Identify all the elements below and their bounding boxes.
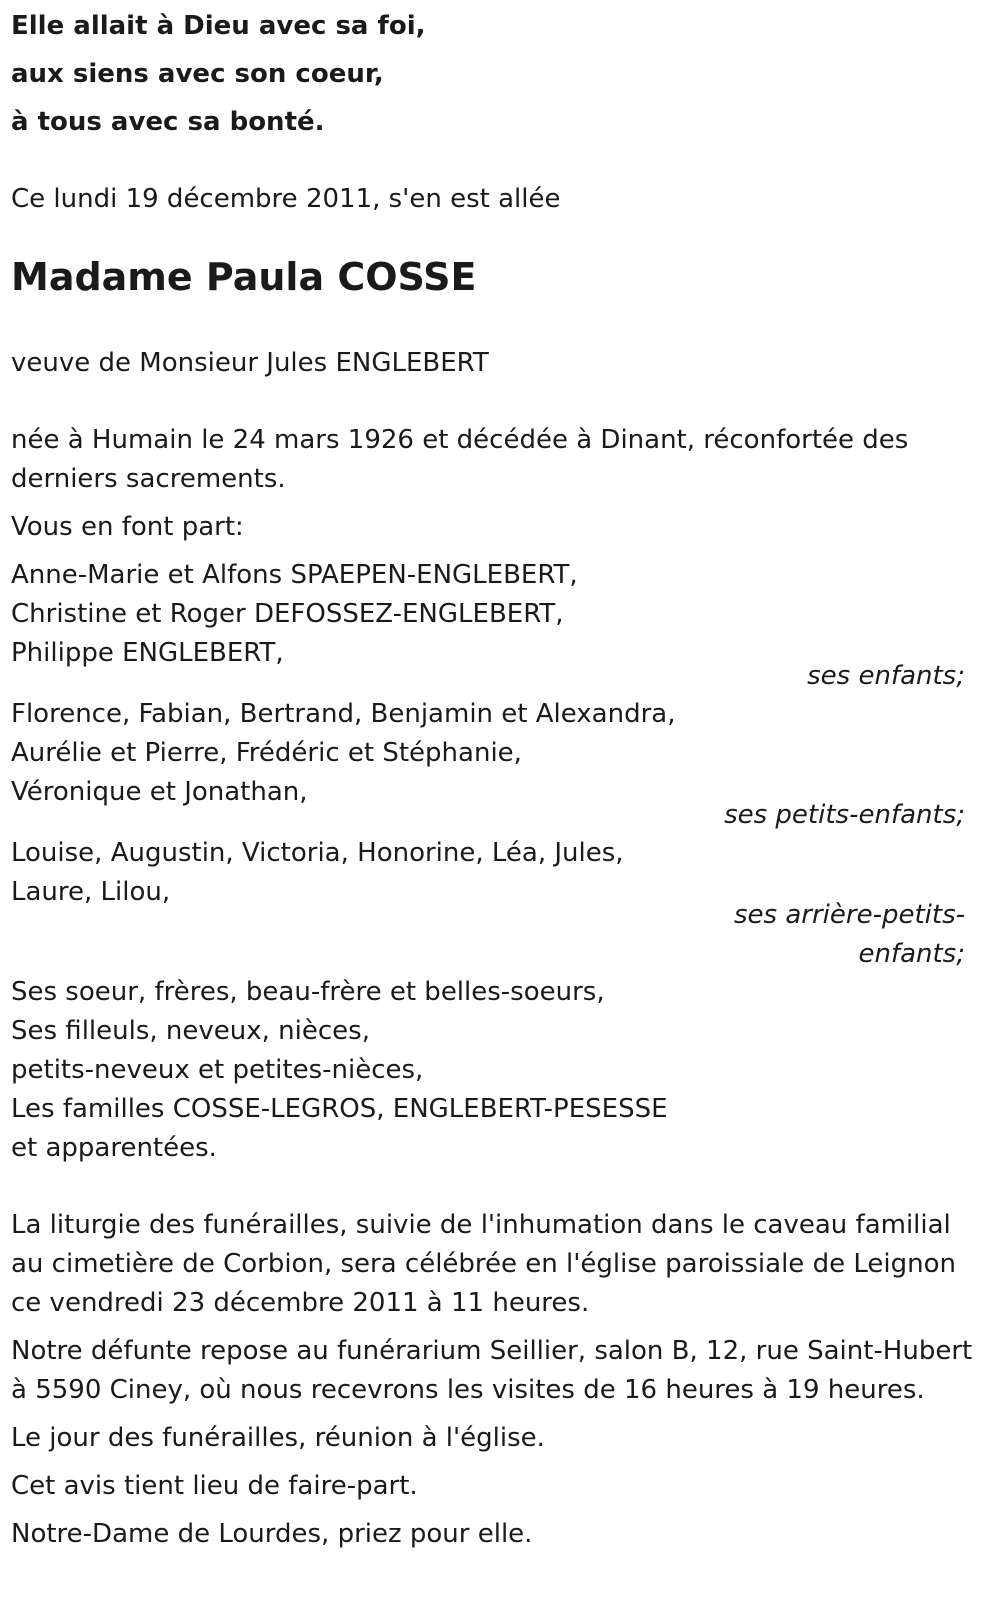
epigraph-line: aux siens avec son coeur, <box>11 59 384 89</box>
funeral-text: ce vendredi 23 décembre 2011 à 11 heures. <box>11 1288 590 1318</box>
children-name-line: Philippe ENGLEBERT, <box>11 638 284 668</box>
children-name-line: Christine et Roger DEFOSSEZ-ENGLEBERT, <box>11 599 564 629</box>
announcers-intro: Vous en font part: <box>11 512 244 542</box>
epigraph-line: à tous avec sa bonté. <box>11 107 325 137</box>
deceased-name: Madame Paula COSSE <box>11 255 477 299</box>
meeting-text: Le jour des funérailles, réunion à l'église. <box>11 1423 545 1453</box>
intro-text: Ce lundi 19 décembre 2011, s'en est allée <box>11 184 561 214</box>
grandchildren-name-line: Florence, Fabian, Bertrand, Benjamin et Alexandra, <box>11 699 676 729</box>
grandchildren-relation-label: ses petits-enfants; <box>724 800 965 830</box>
great-grandchildren-name-line: Laure, Lilou, <box>11 877 171 907</box>
children-name-line: Anne-Marie et Alfons SPAEPEN-ENGLEBERT, <box>11 560 578 590</box>
other-family-line: Ses soeur, frères, beau-frère et belles-soeurs, <box>11 977 605 1007</box>
grandchildren-name-line: Véronique et Jonathan, <box>11 777 308 807</box>
visitation-text: à 5590 Ciney, où nous recevrons les visites de 16 heures à 19 heures. <box>11 1375 925 1405</box>
visitation-text: Notre défunte repose au funérarium Seillier, salon B, 12, rue Saint-Hubert <box>11 1336 973 1366</box>
prayer-text: Notre-Dame de Lourdes, priez pour elle. <box>11 1519 533 1549</box>
great-grandchildren-relation-label: enfants; <box>858 939 965 969</box>
birth-death-text: derniers sacrements. <box>11 464 286 494</box>
funeral-text: La liturgie des funérailles, suivie de l'inhumation dans le caveau familial <box>11 1210 951 1240</box>
other-family-line: Ses filleuls, neveux, nièces, <box>11 1016 370 1046</box>
other-family-line: Les familles COSSE-LEGROS, ENGLEBERT-PESESSE <box>11 1094 668 1124</box>
widow-of-text: veuve de Monsieur Jules ENGLEBERT <box>11 348 489 378</box>
children-relation-label: ses enfants; <box>807 661 965 691</box>
other-family-line: et apparentées. <box>11 1133 217 1163</box>
great-grandchildren-relation-label: ses arrière-petits- <box>734 900 965 930</box>
birth-death-text: née à Humain le 24 mars 1926 et décédée à Dinant, réconfortée des <box>11 425 909 455</box>
great-grandchildren-name-line: Louise, Augustin, Victoria, Honorine, Léa, Jules, <box>11 838 624 868</box>
epigraph-line: Elle allait à Dieu avec sa foi, <box>11 11 426 41</box>
grandchildren-name-line: Aurélie et Pierre, Frédéric et Stéphanie, <box>11 738 522 768</box>
other-family-line: petits-neveux et petites-nièces, <box>11 1055 424 1085</box>
funeral-text: au cimetière de Corbion, sera célébrée en l'église paroissiale de Leignon <box>11 1249 956 1279</box>
notice-text: Cet avis tient lieu de faire-part. <box>11 1471 418 1501</box>
